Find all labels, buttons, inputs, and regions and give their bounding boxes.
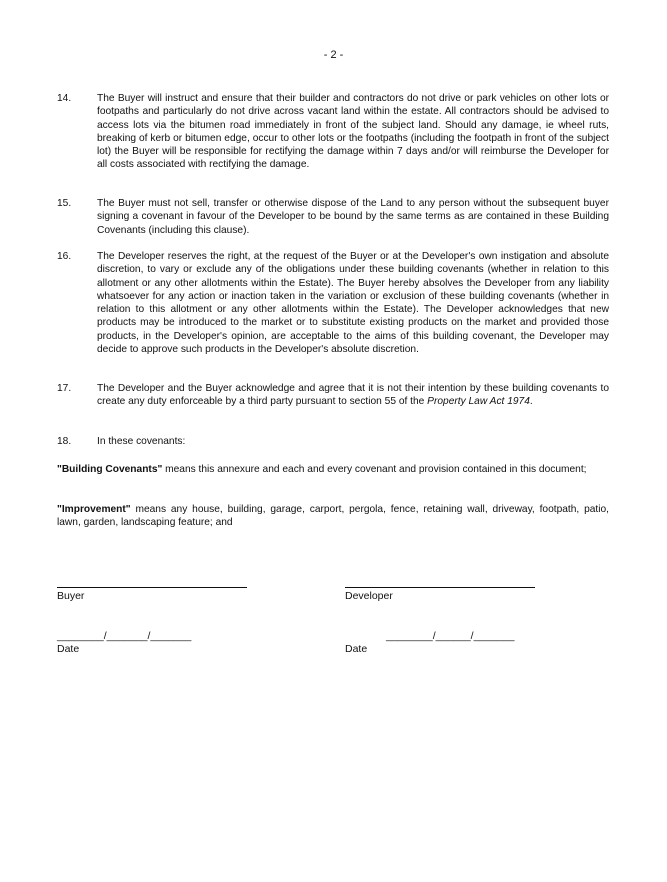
definition-term: "Improvement" — [57, 504, 131, 515]
definition-text: means this annexure and each and every covenant and provision contained in this document; — [162, 464, 587, 475]
clause-text: The Buyer will instruct and ensure that their builder and contractors do not drive or park vehicles on other lots or footpaths and particularly do not drive across vacant land within the estate. All contractors should be advised to access lots via the bitumen road immediately in front of the subject land. Should any damage, ie wheel ruts, breaking of kerb or bitumen edge, occur to other lots or the footpaths (including the footpath in front of the subject lot) the Buyer will be responsible for rectifying the damage within 7 days and/or will reimburse the Developer for all costs associated with rectifying the damage. — [97, 93, 609, 171]
clause-18 — [57, 435, 609, 448]
clause-number: 18. — [57, 436, 72, 447]
definition-building-covenants — [57, 463, 609, 476]
statute-name: Property Law Act 1974 — [427, 396, 530, 408]
buyer-date-blank: ________/_______/_______ — [57, 630, 192, 642]
clause-number: 14. — [57, 93, 72, 104]
clause-text: The Developer reserves the right, at the request of the Buyer or at the Developer's own instigation and absolute discretion, to vary or exclude any of the obligations under these building covenants (whether in relation to this allotment or any other allotments within the Estate). The Buyer hereby absolves the Developer from any liability whatsoever for any action or inaction taken in the variation or exclusion of these building covenants (whether in relation to this allotment or any other allotments within the Estate). The Developer acknowledges that new products may be introduced to the market or to substitute existing products on the market and provided those products, in the Developer's opinion, are acceptable to the aims of this building covenant, the Developer may decide to approve such products in the Developer's absolute discretion. — [97, 251, 609, 356]
developer-date-label: Date — [345, 643, 368, 655]
clause-number: 16. — [57, 251, 72, 262]
clause-number: 17. — [57, 383, 72, 394]
definition-term: "Building Covenants" — [57, 464, 163, 475]
clause-text: In these covenants: — [97, 436, 186, 447]
definition-improvement — [57, 503, 609, 530]
clause-16 — [57, 250, 609, 356]
page-number: - 2 - — [323, 49, 344, 61]
clause-14 — [57, 92, 609, 172]
clause-15 — [57, 197, 609, 237]
clause-text: The Developer and the Buyer acknowledge and agree that it is not their intention by these building covenants to create any duty enforceable by a third party pursuant to section 55 of the Property Law Act 1974. — [97, 383, 609, 408]
clause-number: 15. — [57, 198, 72, 209]
buyer-date-label: Date — [57, 643, 80, 655]
developer-date-blank: ________/______/_______ — [386, 630, 515, 642]
definition-text: means any house, building, garage, carport, pergola, fence, retaining wall, driveway, footpath, patio, lawn, garden, landscaping feature; and — [57, 504, 609, 529]
developer-signature-line — [345, 587, 535, 588]
clause-text: The Buyer must not sell, transfer or otherwise dispose of the Land to any person without the subsequent buyer signing a covenant in favour of the Developer to be bound by the same terms as are contained in these Building Covenants (including this clause). — [97, 198, 609, 236]
developer-label: Developer — [345, 590, 393, 602]
buyer-label: Buyer — [57, 590, 85, 602]
buyer-signature-line — [57, 587, 247, 588]
clause-17 — [57, 382, 609, 409]
